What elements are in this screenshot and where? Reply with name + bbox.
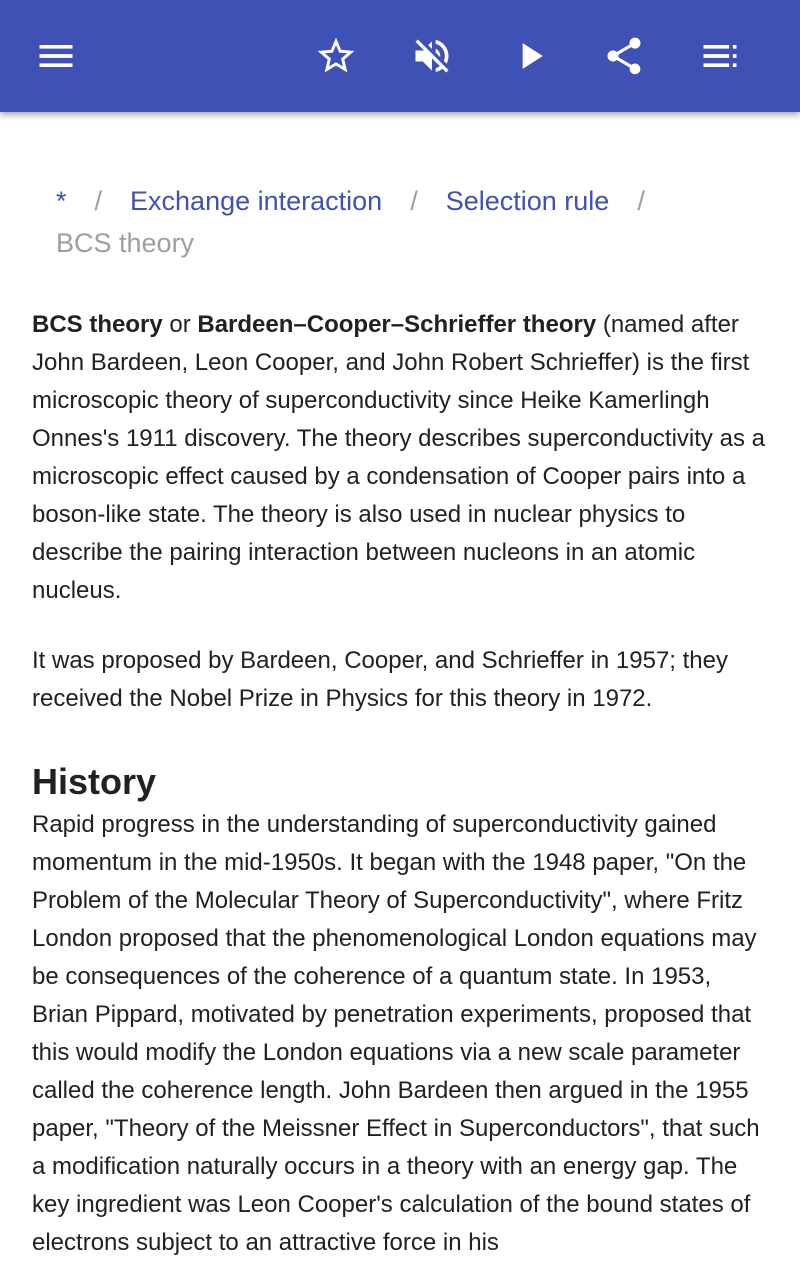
breadcrumb-separator: / xyxy=(94,186,103,216)
mute-button[interactable] xyxy=(404,28,460,84)
app-toolbar xyxy=(0,0,800,112)
volume-off-icon xyxy=(410,34,454,78)
breadcrumb-separator: / xyxy=(637,186,645,216)
history-paragraph: Rapid progress in the understanding of superconductivity gained momentum in the mid-1950s. It began with the 1948 paper, "On the Problem of the Molecular Theory of Superconductivity", where Fritz London proposed that the phenomenological London equations may be consequences of the coherence of a quantum state. In 1953, Brian Pippard, motivated by penetration experiments, proposed that this would modify the London equations via a new scale parameter called the coherence length. John Bardeen then argued in the 1955 paper, "Theory of the Meissner Effect in Superconductors", that such a modification naturally occurs in a theory with an energy gap. The key ingredient was Leon Cooper's calculation of the bound states of electrons subject to an attractive force in his xyxy=(32,811,760,1256)
share-button[interactable] xyxy=(596,28,652,84)
breadcrumb-link-exchange-interaction[interactable]: Exchange interaction xyxy=(130,186,383,216)
breadcrumb-home-link[interactable]: * xyxy=(56,186,67,216)
history-heading: History xyxy=(32,761,157,802)
intro-paragraph xyxy=(32,306,768,610)
bookmark-button[interactable] xyxy=(308,28,364,84)
breadcrumb xyxy=(32,180,768,264)
menu-button[interactable] xyxy=(28,28,84,84)
article-content xyxy=(32,112,768,1262)
breadcrumb-current: BCS theory xyxy=(56,228,195,258)
nobel-paragraph: It was proposed by Bardeen, Cooper, and Schrieffer in 1957; they received the Nobel Prize in Physics for this theory in 1972. xyxy=(32,647,728,712)
intro-or: or xyxy=(162,311,198,338)
term-bardeen-cooper-schrieffer: Bardeen–Cooper–Schrieffer theory xyxy=(197,311,597,338)
contents-button[interactable] xyxy=(692,28,748,84)
share-icon xyxy=(602,34,646,78)
menu-icon xyxy=(34,34,78,78)
breadcrumb-link-selection-rule[interactable]: Selection rule xyxy=(445,186,610,216)
intro-rest: (named after John Bardeen, Leon Cooper, and John Robert Schrieffer) is the first microscopic theory of superconductivity since Heike Kamerlingh Onnes's 1911 discovery. The theory describes superconductivity as a microscopic effect caused by a condensation of Cooper pairs into a boson-like state. The theory is also used in nuclear physics to describe the pairing interaction between nucleons in an atomic nucleus. xyxy=(32,311,765,604)
play-button[interactable] xyxy=(502,28,558,84)
breadcrumb-separator: / xyxy=(410,186,418,216)
play-icon xyxy=(508,34,552,78)
star-outline-icon xyxy=(314,34,358,78)
playlist-icon xyxy=(698,34,742,78)
term-bcs-theory: BCS theory xyxy=(32,311,163,338)
